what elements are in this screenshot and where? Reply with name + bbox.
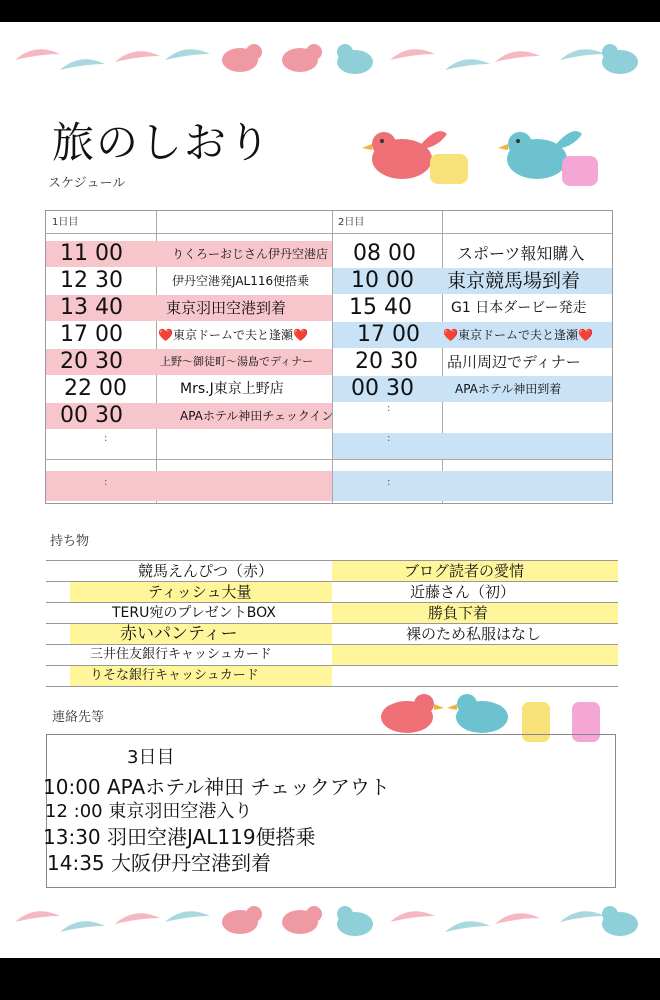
day1-time: 22 00 <box>64 376 127 401</box>
day1-time: 17 00 <box>60 322 123 347</box>
day1-time: 20 30 <box>60 349 123 374</box>
day2-time: 20 30 <box>355 349 418 374</box>
item-left: 競馬えんぴつ（赤） <box>138 562 274 580</box>
day2-event: 東京競馬場到着 <box>447 270 581 292</box>
day1-event: APAホテル神田チェックイン <box>180 409 334 423</box>
day1-event: 伊丹空港発JAL116便搭乗 <box>172 274 310 288</box>
day2-row <box>333 241 612 267</box>
item-left: 赤いパンティー <box>70 624 332 644</box>
day1-time: : <box>104 433 108 444</box>
day2-event: ❤️東京ドームで夫と逢瀬❤️ <box>443 328 593 342</box>
item-right: 勝負下着 <box>332 603 618 623</box>
day2-row <box>333 295 612 321</box>
birds-luggage-illustration <box>362 114 612 204</box>
day2-row <box>333 471 612 501</box>
decorative-border-bottom <box>0 892 660 952</box>
day1-event: 上野〜御徒町〜湯島でディナー <box>160 355 314 368</box>
day1-time: : <box>104 477 108 488</box>
day2-time: 15 40 <box>349 295 412 320</box>
items-row <box>46 560 618 581</box>
items-row <box>46 623 618 644</box>
day2-label: 2日目 <box>338 217 365 228</box>
day2-time: : <box>387 477 391 488</box>
contacts-label: 連絡先等 <box>52 710 105 725</box>
day2-row <box>333 433 612 459</box>
item-left: 三井住友銀行キャッシュカード <box>90 647 272 662</box>
day2-event: 品川周辺でディナー <box>447 353 581 371</box>
day1-time: 12 30 <box>60 268 123 293</box>
item-right <box>332 645 618 665</box>
day1-row <box>46 433 332 459</box>
item-left: TERU宛のプレゼントBOX <box>112 605 276 621</box>
day1-row <box>46 322 332 348</box>
schedule-table <box>45 210 613 504</box>
contacts-line: 14:35 大阪伊丹空港到着 <box>47 851 271 875</box>
item-left: ティッシュ大量 <box>70 582 332 602</box>
day2-time: 17 00 <box>357 322 420 347</box>
day1-event: りくろーおじさん伊丹空港店 <box>172 247 329 261</box>
day2-row <box>333 268 612 294</box>
day1-row <box>46 268 332 294</box>
items-label: 持ち物 <box>50 534 90 549</box>
items-row <box>46 581 618 602</box>
items-row <box>46 602 618 623</box>
day2-event: G1 日本ダービー発走 <box>451 300 587 316</box>
day1-row <box>46 403 332 429</box>
day1-event: ❤️東京ドームで夫と逢瀬❤️ <box>158 328 308 342</box>
decorative-border-top <box>0 30 660 90</box>
item-left: りそな銀行キャッシュカード <box>70 666 332 686</box>
day2-time: 00 30 <box>351 376 414 401</box>
item-right: 裸のため私服はなし <box>406 625 542 643</box>
day1-label: 1日目 <box>52 217 79 228</box>
day2-event: スポーツ報知購入 <box>457 244 585 263</box>
day1-time: 00 30 <box>60 403 123 428</box>
day1-row <box>46 295 332 321</box>
contacts-line: 12 :00 東京羽田空港入り <box>45 801 253 822</box>
contacts-line: 10:00 APAホテル神田 チェックアウト <box>43 775 390 799</box>
day2-time: 08 00 <box>353 241 416 266</box>
day2-time: : <box>387 433 391 444</box>
day2-row <box>333 403 612 429</box>
item-right: ブログ読者の愛情 <box>332 561 618 581</box>
contacts-box <box>43 734 616 888</box>
day1-row <box>46 349 332 375</box>
day2-row <box>333 376 612 402</box>
day1-time: 11 00 <box>60 241 123 266</box>
day2-row <box>333 322 612 348</box>
item-right: 近藤さん（初） <box>410 583 516 601</box>
items-row <box>46 644 618 665</box>
day1-row <box>46 376 332 402</box>
day1-event: Mrs.J東京上野店 <box>180 381 284 397</box>
page-title: 旅のしおり <box>52 118 273 167</box>
day1-time: 13 40 <box>60 295 123 320</box>
day2-time: : <box>387 403 391 414</box>
day1-event: 東京羽田空港到着 <box>166 299 287 317</box>
contacts-line: 13:30 羽田空港JAL119便搭乗 <box>43 825 316 849</box>
itinerary-page <box>0 22 660 958</box>
contacts-heading: 3日目 <box>127 747 175 768</box>
day2-event: APAホテル神田到着 <box>455 382 562 396</box>
day2-time: 10 00 <box>351 268 414 293</box>
day2-row <box>333 349 612 375</box>
day1-row <box>46 241 332 267</box>
day1-row <box>46 471 332 501</box>
schedule-label: スケジュール <box>48 176 126 191</box>
